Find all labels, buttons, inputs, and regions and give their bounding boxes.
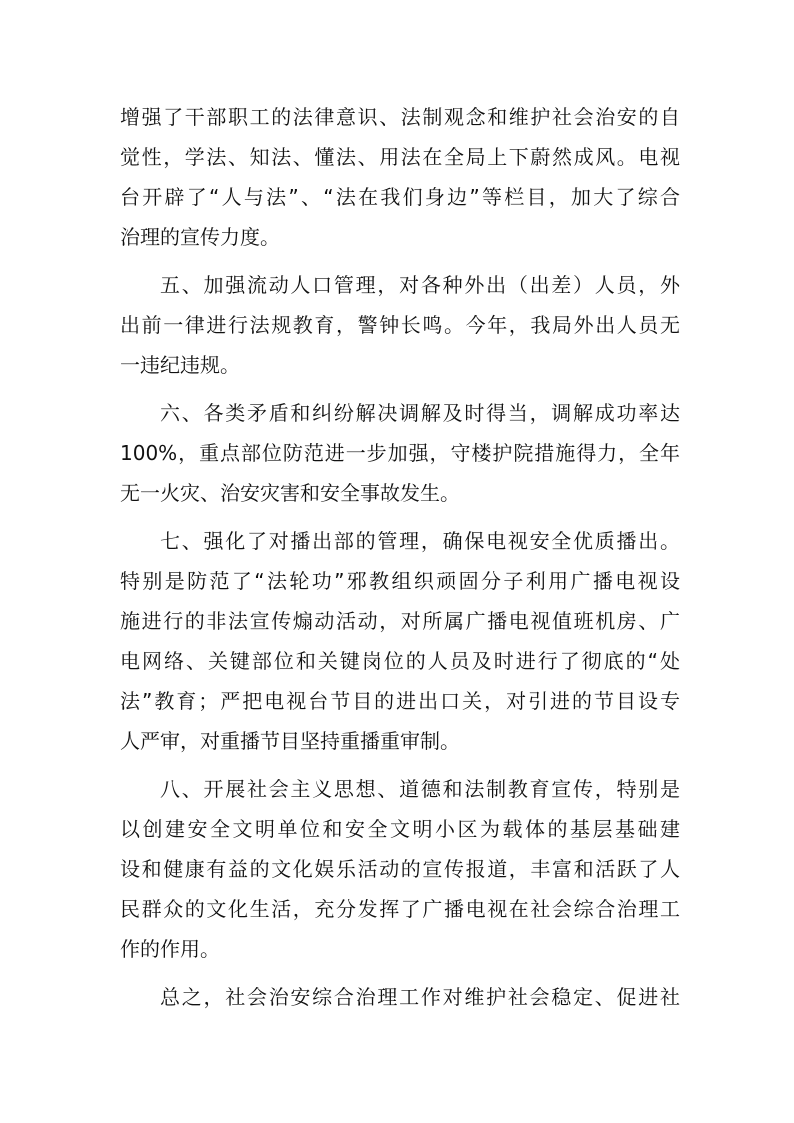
paragraph-heading-line: 总之，社会治安综合治理工作对维护社会稳定、促进社	[160, 985, 680, 1009]
paragraph-heading-line: 六、各类矛盾和纠纷解决调解及时得当，调解成功率达	[160, 401, 680, 425]
body-text-line: 作的作用。	[120, 937, 220, 961]
body-text-line: 觉性，学法、知法、懂法、用法在全局上下蔚然成风。电视	[120, 145, 680, 169]
paragraph-heading-line: 七、强化了对播出部的管理，确保电视安全优质播出。	[160, 529, 680, 553]
body-text-line: 治理的宣传力度。	[120, 225, 280, 249]
body-text-line: 民群众的文化生活，充分发挥了广播电视在社会综合治理工	[120, 897, 680, 921]
body-text-line: 以创建安全文明单位和安全文明小区为载体的基层基础建	[120, 817, 680, 841]
body-text-line: 电网络、关键部位和关键岗位的人员及时进行了彻底的“处	[120, 649, 680, 673]
paragraph-heading-line: 五、加强流动人口管理，对各种外出（出差）人员，外	[160, 273, 680, 297]
body-text-line: 无一火灾、治安灾害和安全事故发生。	[120, 481, 460, 505]
body-text-line: 100%，重点部位防范进一步加强，守楼护院措施得力，全年	[120, 441, 680, 465]
body-text-line: 施进行的非法宣传煽动活动，对所属广播电视值班机房、广	[120, 609, 680, 633]
paragraph-heading-line: 八、开展社会主义思想、道德和法制教育宣传，特别是	[160, 777, 680, 801]
body-text-line: 设和健康有益的文化娱乐活动的宣传报道，丰富和活跃了人	[120, 857, 680, 881]
body-text-line: 法”教育；严把电视台节目的进出口关，对引进的节目设专	[120, 689, 680, 713]
body-text-line: 特别是防范了“法轮功”邪教组织顽固分子利用广播电视设	[120, 569, 680, 593]
body-text-line: 人严审，对重播节目坚持重播重审制。	[120, 729, 460, 753]
body-text-line: 台开辟了“人与法”、“法在我们身边”等栏目，加大了综合	[120, 185, 680, 209]
body-text-line: 出前一律进行法规教育，警钟长鸣。今年，我局外出人员无	[120, 313, 680, 337]
body-text-line: 增强了干部职工的法律意识、法制观念和维护社会治安的自	[120, 105, 680, 129]
body-text-line: 一违纪违规。	[120, 353, 240, 377]
